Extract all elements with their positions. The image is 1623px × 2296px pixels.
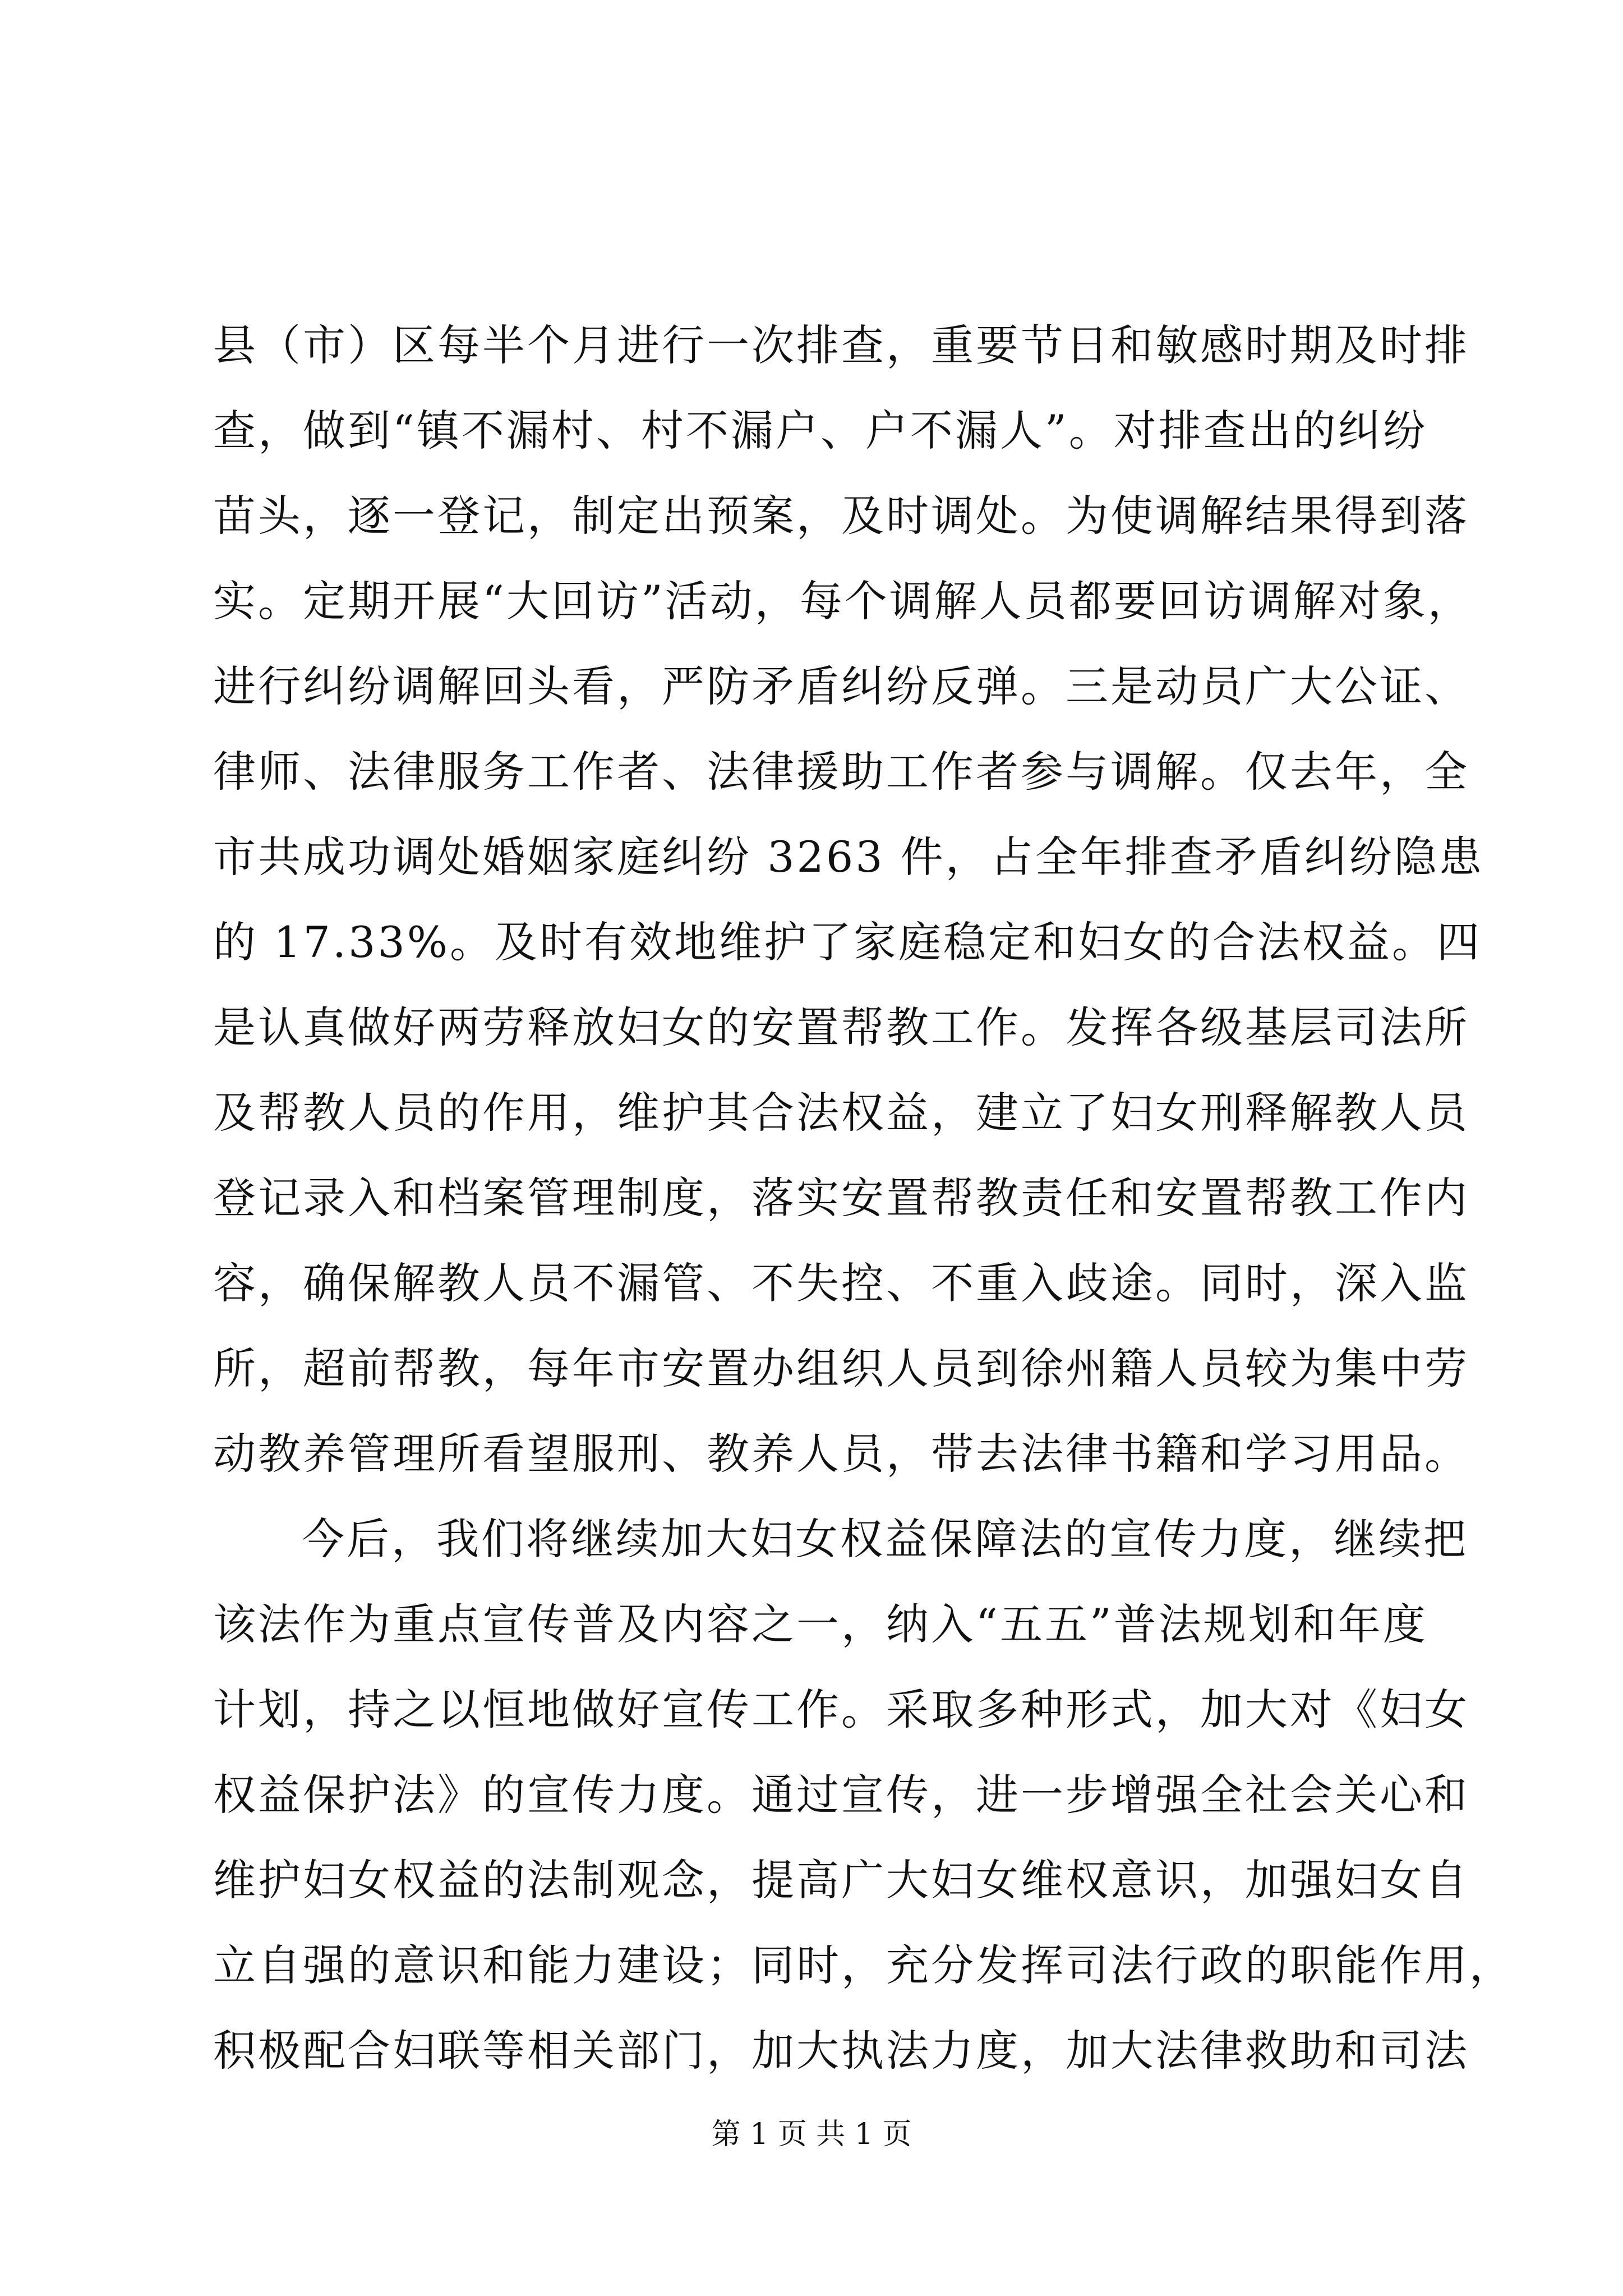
paragraph-start-line: 今后，我们将继续加大妇女权益保障法的宣传力度，继续把 [302,1514,1468,1564]
text-line: 市共成功调处婚姻家庭纠纷 3263 件，占全年排查矛盾纠纷隐患 [213,832,1484,882]
body-text [213,303,1514,2093]
text-line: 权益保护法》的宣传力度。通过宣传，进一步增强全社会关心和 [213,1770,1469,1820]
text-line: 县（市）区每半个月进行一次排查，重要节日和敏感时期及时排 [213,320,1469,370]
text-line: 及帮教人员的作用，维护其合法权益，建立了妇女刑释解教人员 [213,1088,1469,1138]
text-line: 立自强的意识和能力建设；同时，充分发挥司法行政的职能作用， [213,1940,1514,1990]
text-line: 进行纠纷调解回头看，严防矛盾纠纷反弹。三是动员广大公证、 [213,661,1469,711]
text-line: 计划，持之以恒地做好宣传工作。采取多种形式，加大对《妇女 [213,1685,1469,1734]
text-line: 实。定期开展“大回访”活动，每个调解人员都要回访调解对象， [213,576,1473,626]
text-line: 该法作为重点宣传普及内容之一，纳入“五五”普法规划和年度 [213,1599,1428,1649]
text-line: 是认真做好两劳释放妇女的安置帮教工作。发挥各级基层司法所 [213,1002,1469,1052]
page-footer: 第 1 页 共 1 页 [711,2118,912,2151]
text-line: 苗头，逐一登记，制定出预案，及时调处。为使调解结果得到落 [213,491,1469,541]
text-line: 查，做到“镇不漏村、村不漏户、户不漏人”。对排查出的纠纷 [213,406,1428,455]
text-line: 维护妇女权益的法制观念，提高广大妇女维权意识，加强妇女自 [213,1855,1469,1905]
text-line: 所，超前帮教，每年市安置办组织人员到徐州籍人员较为集中劳 [213,1343,1469,1393]
text-line: 的 17.33%。及时有效地维护了家庭稳定和妇女的合法权益。四 [213,917,1482,967]
text-line: 律师、法律服务工作者、法律援助工作者参与调解。仅去年，全 [213,747,1469,797]
text-line: 登记录入和档案管理制度，落实安置帮教责任和安置帮教工作内 [213,1173,1469,1223]
text-line: 积极配合妇联等相关部门，加大执法力度，加大法律救助和司法 [213,2026,1469,2076]
text-line: 动教养管理所看望服刑、教养人员，带去法律书籍和学习用品。 [213,1429,1469,1479]
text-line: 容，确保解教人员不漏管、不失控、不重入歧途。同时，深入监 [213,1258,1469,1308]
